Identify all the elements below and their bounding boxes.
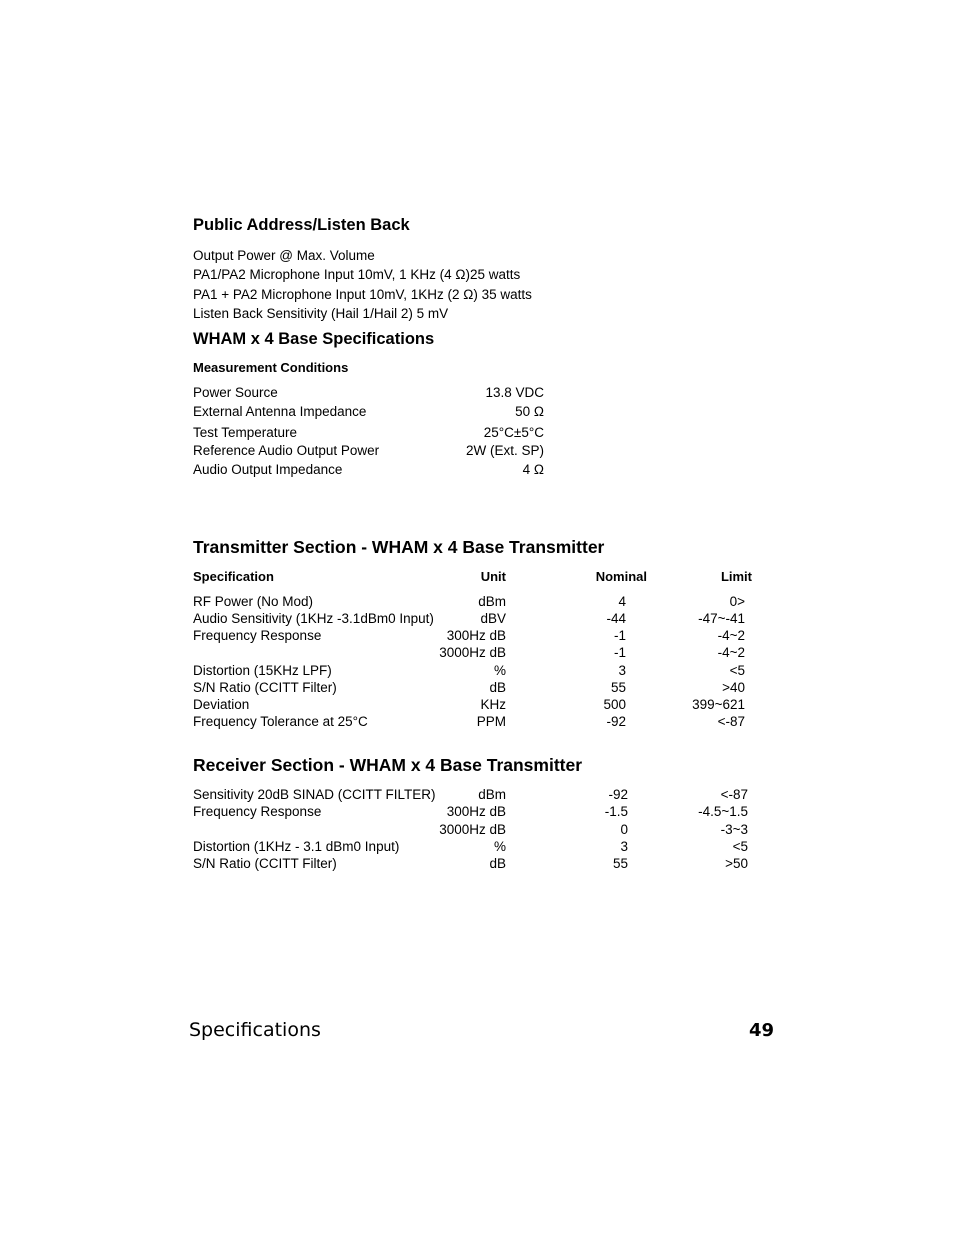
pa-section-title: Public Address/Listen Back (193, 216, 410, 234)
tx-spec: Audio Sensitivity (1KHz -3.1dBm0 Input) (193, 611, 434, 626)
pa-line: PA1 + PA2 Microphone Input 10mV, 1KHz (2 Ω) 35 watts (193, 287, 532, 302)
condition-value: 4 Ω (522, 462, 544, 477)
tx-nominal: -1 (613, 645, 626, 660)
rx-limit: >50 (725, 856, 748, 871)
tx-limit: -4~2 (717, 645, 745, 660)
tx-limit: <-87 (717, 714, 745, 729)
condition-value: 13.8 VDC (485, 385, 544, 400)
rx-spec: Sensitivity 20dB SINAD (CCITT FILTER) (193, 787, 436, 802)
col-header-nominal: Nominal (595, 569, 647, 584)
rx-spec: Distortion (1KHz - 3.1 dBm0 Input) (193, 839, 400, 854)
rx-unit: % (493, 839, 506, 854)
tx-unit: 300Hz dB (446, 628, 506, 643)
tx-unit: % (493, 663, 506, 678)
tx-nominal: 55 (610, 680, 626, 695)
tx-nominal: -44 (606, 611, 626, 626)
tx-spec: Frequency Response (193, 628, 322, 643)
condition-value: 25°C±5°C (483, 425, 544, 440)
tx-limit: >40 (722, 680, 745, 695)
rx-limit: -4.5~1.5 (698, 804, 748, 819)
tx-unit: KHz (480, 697, 506, 712)
tx-unit: PPM (476, 714, 506, 729)
rx-limit: -3~3 (720, 822, 748, 837)
page-number: 49 (748, 1020, 774, 1041)
rx-unit: 300Hz dB (446, 804, 506, 819)
condition-label: Audio Output Impedance (193, 462, 343, 477)
rx-limit: <5 (732, 839, 748, 854)
rx-nominal: -1.5 (604, 804, 628, 819)
rx-unit: 3000Hz dB (439, 822, 506, 837)
col-header-specification: Specification (193, 569, 274, 584)
tx-spec: RF Power (No Mod) (193, 594, 314, 609)
tx-limit: 0> (729, 594, 745, 609)
rx-spec: Frequency Response (193, 804, 322, 819)
tx-nominal: -1 (613, 628, 626, 643)
condition-value: 50 Ω (515, 404, 544, 419)
measurement-conditions-heading: Measurement Conditions (193, 360, 349, 375)
tx-nominal: 3 (618, 663, 626, 678)
receiver-section-title: Receiver Section - WHAM x 4 Base Transmitter (193, 755, 583, 775)
pa-line: Listen Back Sensitivity (Hail 1/Hail 2) 5 mV (193, 306, 449, 321)
rx-nominal: 0 (620, 822, 628, 837)
tx-limit: 399~621 (692, 697, 745, 712)
base-section-title: WHAM x 4 Base Specifications (193, 330, 435, 348)
condition-label: Reference Audio Output Power (193, 443, 380, 458)
col-header-unit: Unit (480, 569, 506, 584)
tx-limit: <5 (729, 663, 745, 678)
rx-unit: dBm (478, 787, 506, 802)
tx-nominal: -92 (606, 714, 626, 729)
condition-value: 2W (Ext. SP) (465, 443, 544, 458)
condition-label: External Antenna Impedance (193, 404, 367, 419)
tx-nominal: 500 (603, 697, 626, 712)
rx-nominal: 55 (612, 856, 628, 871)
transmitter-section-title: Transmitter Section - WHAM x 4 Base Transmitter (193, 537, 605, 557)
tx-unit: dBm (478, 594, 506, 609)
tx-limit: -4~2 (717, 628, 745, 643)
tx-spec: S/N Ratio (CCITT Filter) (193, 680, 337, 695)
col-header-limit: Limit (720, 569, 752, 584)
tx-unit: dBV (480, 611, 506, 626)
tx-limit: -47~-41 (698, 611, 745, 626)
tx-unit: 3000Hz dB (439, 645, 506, 660)
condition-label: Test Temperature (193, 425, 298, 440)
pa-line: Output Power @ Max. Volume (193, 248, 375, 263)
rx-nominal: 3 (620, 839, 628, 854)
tx-spec: Frequency Tolerance at 25°C (193, 714, 368, 729)
tx-spec: Distortion (15KHz LPF) (193, 663, 332, 678)
pa-line: PA1/PA2 Microphone Input 10mV, 1 KHz (4 Ω)25 watts (193, 267, 521, 282)
condition-label: Power Source (193, 385, 278, 400)
rx-spec: S/N Ratio (CCITT Filter) (193, 856, 337, 871)
rx-nominal: -92 (608, 787, 628, 802)
rx-unit: dB (489, 856, 506, 871)
tx-unit: dB (489, 680, 506, 695)
footer-section-title: Specifications (189, 1019, 321, 1041)
tx-spec: Deviation (193, 697, 250, 712)
rx-limit: <-87 (720, 787, 748, 802)
tx-nominal: 4 (618, 594, 626, 609)
